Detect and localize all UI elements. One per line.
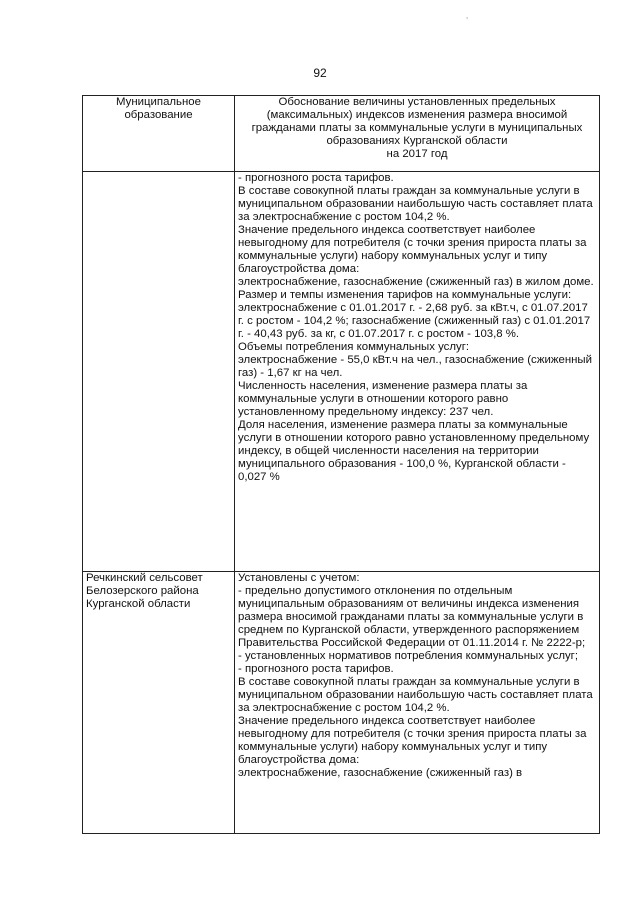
header-year: на 2017 год (386, 148, 448, 160)
table-row (83, 172, 600, 572)
scan-mark: ‚ (466, 10, 468, 20)
text-line: Значение предельного индекса соответствует наиболее невыгодному для потребителя (с точки зрения прироста платы за коммунальные услуги) набору коммунальных услуг и типу благоустройства дома: (238, 224, 587, 275)
page-number: 92 (313, 66, 327, 80)
text-line: электроснабжение, газоснабжение (сжиженный газ) в жилом доме. (238, 276, 594, 288)
header-justification-text: Обоснование величины установленных предельных (максимальных) индексов изменения размера вносимой гражданами платы за коммунальные услуги в муниципальных образованиях Курганской области (251, 96, 583, 147)
text-line: - предельно допустимого отклонения по отдельным муниципальным образованиям от величины индекса изменения размера вносимой гражданами платы за коммунальные услуги в среднем по Курганской области, утвержденного распоряжением Правительства Российской Федерации от 01.11.2014 г. № 2222-р; (238, 585, 586, 649)
text-line: Численность населения, изменение размера платы за коммунальные услуги в отношении которого равно установленному предельному индексу: 237 чел. (238, 380, 528, 418)
text-line: Установлены с учетом: (238, 572, 360, 584)
text-line: Объемы потребления коммунальных услуг: (238, 341, 470, 353)
municipality-cell: Речкинский сельсовет Белозерского района Курганской области (83, 572, 235, 834)
text-line: - установленных нормативов потребления коммунальных услуг; (238, 650, 578, 662)
text-line: электроснабжение с 01.01.2017 г. - 2,68 руб. за кВт.ч, с 01.07.2017 г. с ростом - 104,2 %; газоснабжение (сжиженный газ) с 01.01.2017 г. - 40,43 руб. за кг, с 01.07.2017 г. с ростом - 103,8 %. (238, 302, 591, 340)
text-line: электроснабжение - 55,0 кВт.ч на чел., газоснабжение (сжиженный газ) - 1,67 кг на чел. (238, 354, 592, 379)
justification-cell (235, 172, 600, 572)
header-municipality: Муниципальное образование (83, 96, 235, 172)
text-line: Доля населения, изменение размера платы за коммунальные услуги в отношении которого равно установленному предельному индексу, в общей численности населения на территории муниципального образования - 100,0 %, Курганской области - 0,027 % (238, 419, 590, 483)
header-justification (235, 96, 600, 172)
text-line: Размер и темпы изменения тарифов на коммунальные услуги: (238, 289, 572, 301)
table-row (83, 572, 600, 834)
text-line: В составе совокупной платы граждан за коммунальные услуги в муниципальном образовании наибольшую часть составляет плата за электроснабжение с ростом 104,2 %. (238, 676, 593, 714)
text-line: электроснабжение, газоснабжение (сжиженный газ) в (238, 767, 523, 779)
text-line: - прогнозного роста тарифов. (238, 663, 394, 675)
table-header-row (83, 96, 600, 172)
text-line: Значение предельного индекса соответствует наиболее невыгодному для потребителя (с точки зрения прироста платы за коммунальные услуги) набору коммунальных услуг и типу благоустройства дома: (238, 715, 587, 766)
justification-cell (235, 572, 600, 834)
municipality-cell (83, 172, 235, 572)
justification-table (82, 95, 600, 834)
text-line: В составе совокупной платы граждан за коммунальные услуги в муниципальном образовании наибольшую часть составляет плата за электроснабжение с ростом 104,2 %. (238, 185, 593, 223)
text-line: - прогнозного роста тарифов. (238, 172, 394, 184)
